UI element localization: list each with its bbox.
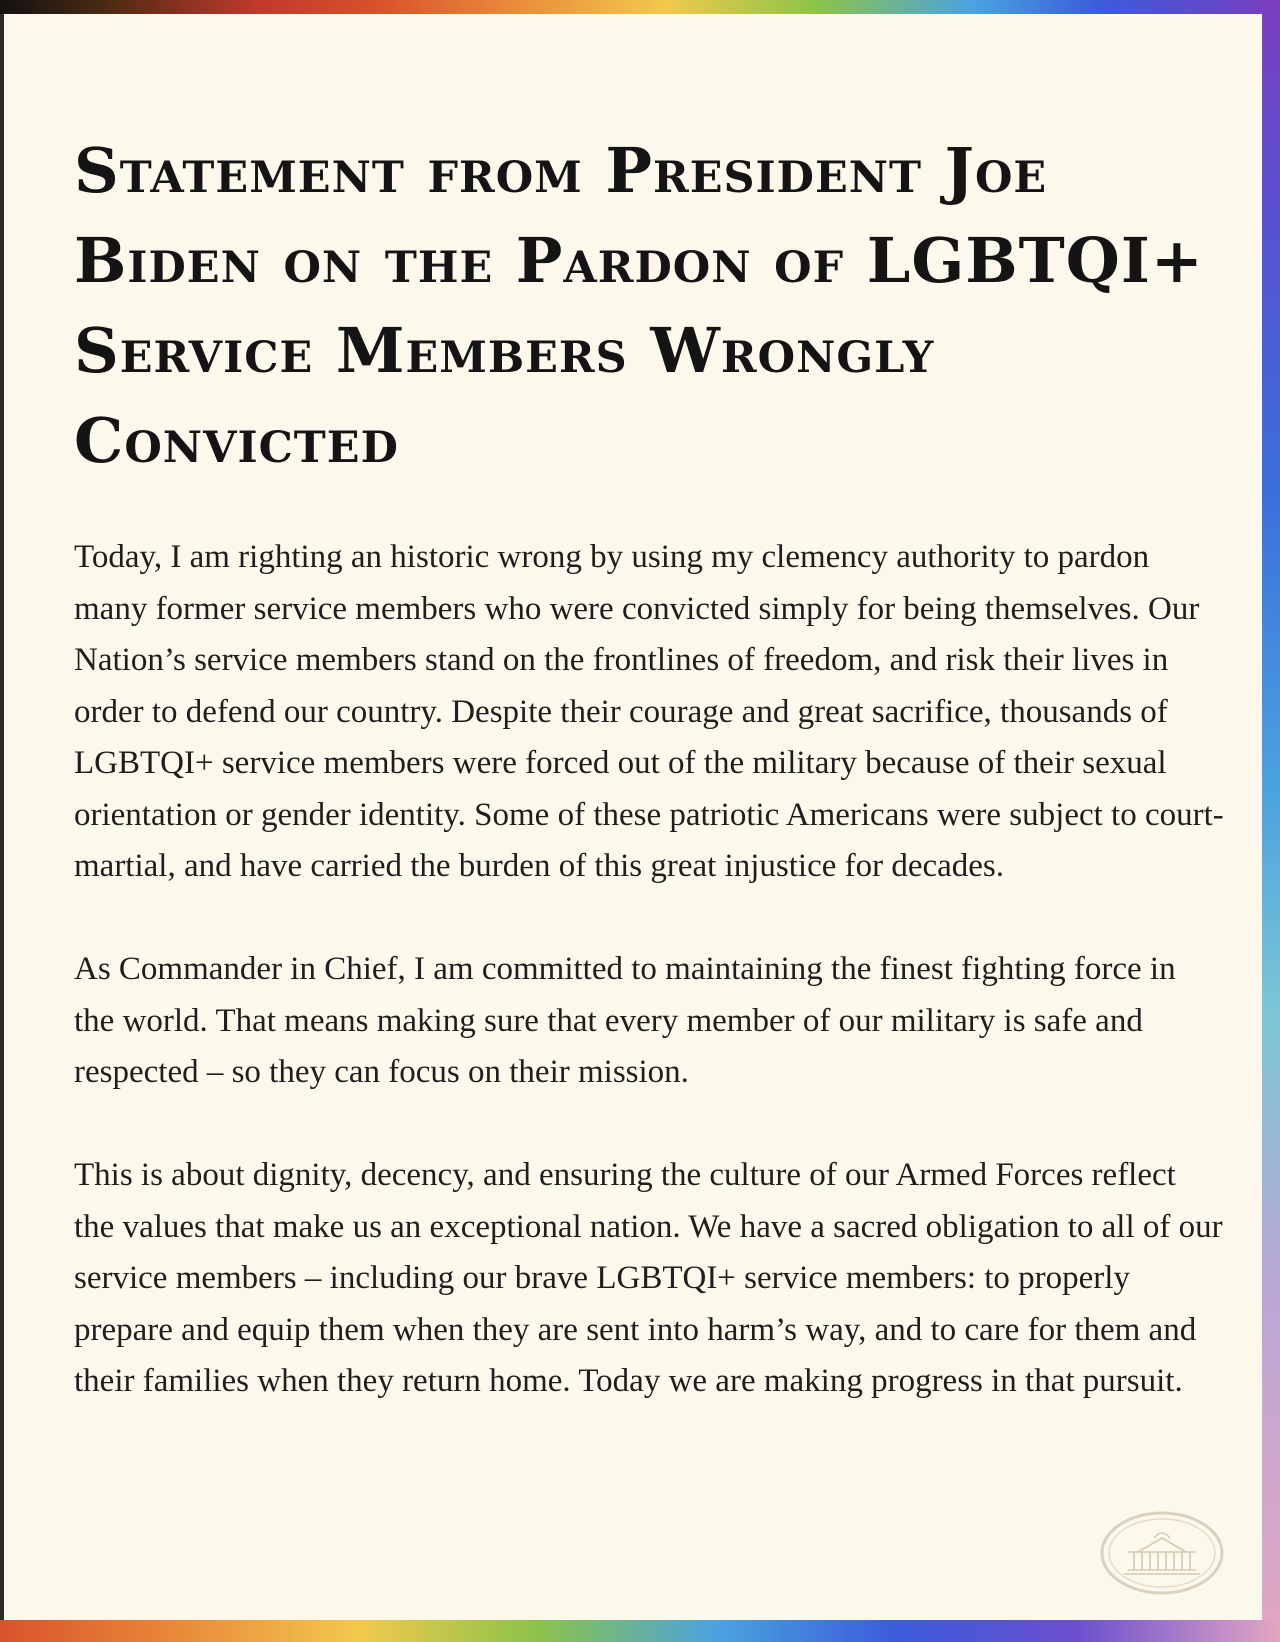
- rainbow-border-bottom: [0, 1620, 1280, 1642]
- statement-title: Statement from President Joe Biden on the Pardon of LGBTQI+ Service Members Wrongly Convicted: [74, 134, 1204, 477]
- statement-body: [74, 532, 1224, 1459]
- rainbow-border-top: [0, 0, 1280, 14]
- paragraph-2: As Commander in Chief, I am committed to maintaining the finest fighting force in the world. That means making sure that every member of our military is safe and respected – so they can focus on their mission.: [74, 951, 1176, 1090]
- statement-page: [4, 14, 1262, 1620]
- white-house-seal-icon: [1098, 1508, 1226, 1598]
- paragraph-3: This is about dignity, decency, and ensuring the culture of our Armed Forces reflect the values that make us an exceptional nation. We have a sacred obligation to all of our service members – including our brave LGBTQI+ service members: to properly prepare and equip them when they are sent into harm’s way, and to care for them and their families when they return home. Today we are making progress in that pursuit.: [74, 1157, 1223, 1399]
- rainbow-border-right: [1262, 0, 1280, 1642]
- paragraph-1: Today, I am righting an historic wrong by using my clemency authority to pardon many former service members who were convicted simply for being themselves. Our Nation’s service members stand on the frontlines of freedom, and risk their lives in order to defend our country. Despite their courage and great sacrifice, thousands of LGBTQI+ service members were forced out of the military because of their sexual orientation or gender identity. Some of these patriotic Americans were subject to court-martial, and have carried the burden of this great injustice for decades.: [74, 539, 1224, 884]
